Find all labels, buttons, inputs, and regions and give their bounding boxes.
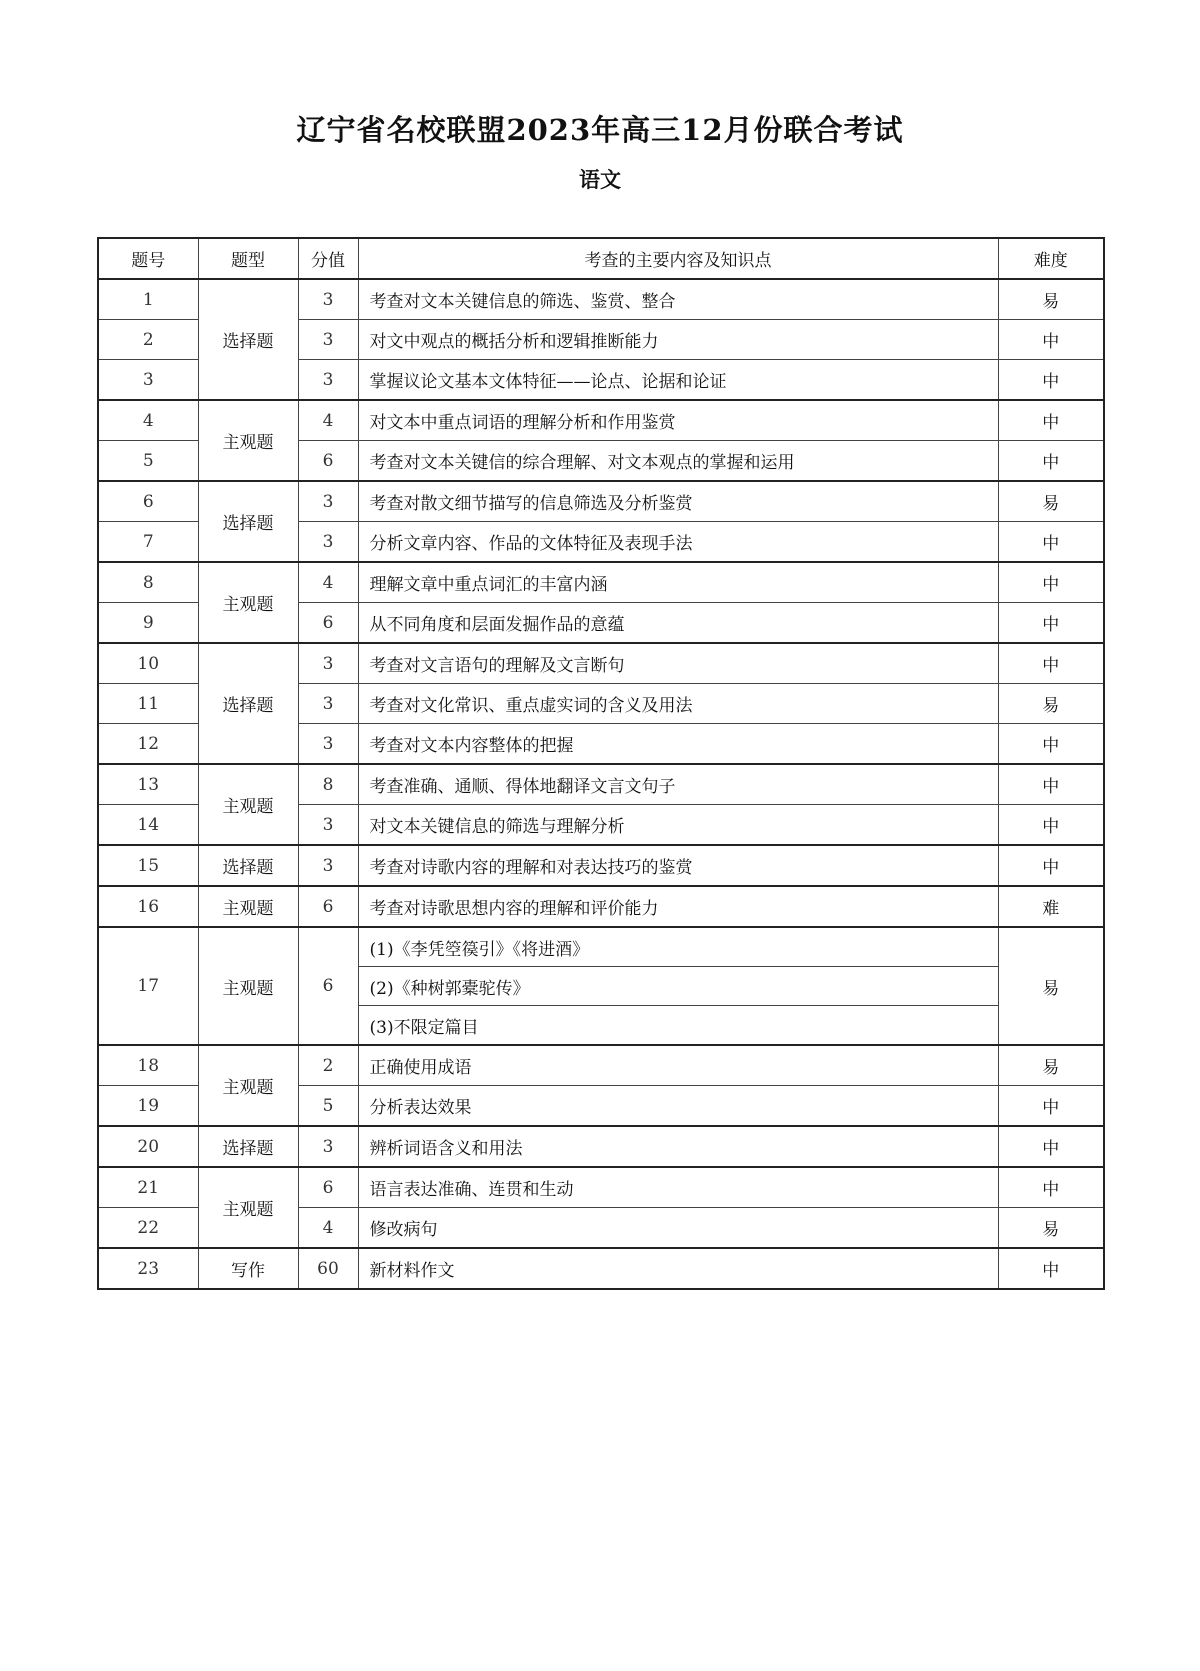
question-content: 掌握议论文基本文体特征——论点、论据和论证 — [358, 360, 998, 401]
question-type: 主观题 — [198, 886, 298, 927]
question-score: 6 — [298, 441, 358, 482]
question-difficulty: 中 — [998, 1248, 1104, 1289]
column-header-difficulty: 难度 — [998, 238, 1104, 279]
question-number: 19 — [98, 1086, 198, 1127]
question-number: 6 — [98, 481, 198, 522]
question-difficulty: 中 — [998, 764, 1104, 805]
question-content-part: (3)不限定篇目 — [358, 1006, 998, 1046]
question-type: 写作 — [198, 1248, 298, 1289]
question-number: 23 — [98, 1248, 198, 1289]
question-content: 新材料作文 — [358, 1248, 998, 1289]
table-row — [98, 1045, 1104, 1086]
question-content: 考查对文本关键信息的筛选、鉴赏、整合 — [358, 279, 998, 320]
question-score: 3 — [298, 845, 358, 886]
question-score: 4 — [298, 1208, 358, 1249]
table-row — [98, 927, 1104, 967]
table-row — [98, 279, 1104, 320]
table-row — [98, 1248, 1104, 1289]
question-score: 5 — [298, 1086, 358, 1127]
question-content: 考查对文本关键信的综合理解、对文本观点的掌握和运用 — [358, 441, 998, 482]
question-number: 5 — [98, 441, 198, 482]
question-type: 选择题 — [198, 845, 298, 886]
question-score: 8 — [298, 764, 358, 805]
question-number: 15 — [98, 845, 198, 886]
question-score: 6 — [298, 927, 358, 1045]
question-type: 主观题 — [198, 400, 298, 481]
question-content: 修改病句 — [358, 1208, 998, 1249]
question-number: 13 — [98, 764, 198, 805]
question-score: 3 — [298, 279, 358, 320]
question-type: 主观题 — [198, 927, 298, 1045]
question-difficulty: 中 — [998, 562, 1104, 603]
question-difficulty: 中 — [998, 400, 1104, 441]
table-row — [98, 643, 1104, 684]
question-content: 考查对散文细节描写的信息筛选及分析鉴赏 — [358, 481, 998, 522]
question-number: 1 — [98, 279, 198, 320]
table-row — [98, 400, 1104, 441]
question-difficulty: 中 — [998, 1126, 1104, 1167]
column-header-content: 考查的主要内容及知识点 — [358, 238, 998, 279]
question-score: 3 — [298, 481, 358, 522]
table-row — [98, 481, 1104, 522]
question-content: 语言表达准确、连贯和生动 — [358, 1167, 998, 1208]
question-score: 6 — [298, 603, 358, 644]
question-content: 理解文章中重点词汇的丰富内涵 — [358, 562, 998, 603]
question-content: 考查准确、通顺、得体地翻译文言文句子 — [358, 764, 998, 805]
question-content: 辨析词语含义和用法 — [358, 1126, 998, 1167]
question-content: 正确使用成语 — [358, 1045, 998, 1086]
question-number: 2 — [98, 320, 198, 360]
question-score: 3 — [298, 522, 358, 563]
table-row — [98, 764, 1104, 805]
question-difficulty: 中 — [998, 643, 1104, 684]
question-type: 选择题 — [198, 279, 298, 400]
page-subtitle: 语文 — [579, 168, 621, 192]
question-difficulty: 中 — [998, 603, 1104, 644]
question-content: 从不同角度和层面发掘作品的意蕴 — [358, 603, 998, 644]
question-score: 6 — [298, 886, 358, 927]
table-row — [98, 1167, 1104, 1208]
question-number: 18 — [98, 1045, 198, 1086]
question-content: 分析表达效果 — [358, 1086, 998, 1127]
question-content: 考查对诗歌内容的理解和对表达技巧的鉴赏 — [358, 845, 998, 886]
question-content-part: (2)《种树郭橐驼传》 — [358, 967, 998, 1006]
column-header-type: 题型 — [198, 238, 298, 279]
column-header-no: 题号 — [98, 238, 198, 279]
question-score: 6 — [298, 1167, 358, 1208]
question-difficulty: 易 — [998, 684, 1104, 724]
question-difficulty: 难 — [998, 886, 1104, 927]
question-difficulty: 中 — [998, 805, 1104, 846]
question-difficulty: 易 — [998, 1208, 1104, 1249]
table-row — [98, 886, 1104, 927]
question-score: 60 — [298, 1248, 358, 1289]
question-type: 选择题 — [198, 481, 298, 562]
question-difficulty: 中 — [998, 1167, 1104, 1208]
question-type: 主观题 — [198, 1045, 298, 1126]
question-type: 主观题 — [198, 562, 298, 643]
question-score: 3 — [298, 684, 358, 724]
question-number: 14 — [98, 805, 198, 846]
question-score: 3 — [298, 643, 358, 684]
question-content: 考查对文化常识、重点虚实词的含义及用法 — [358, 684, 998, 724]
question-score: 3 — [298, 1126, 358, 1167]
question-difficulty: 中 — [998, 522, 1104, 563]
question-content: 考查对文言语句的理解及文言断句 — [358, 643, 998, 684]
page-title: 辽宁省名校联盟2023年高三12月份联合考试 — [296, 113, 904, 147]
question-score: 3 — [298, 320, 358, 360]
column-header-score: 分值 — [298, 238, 358, 279]
question-difficulty: 中 — [998, 845, 1104, 886]
question-difficulty: 易 — [998, 481, 1104, 522]
table-row — [98, 845, 1104, 886]
question-content: 考查对文本内容整体的把握 — [358, 724, 998, 765]
question-score: 3 — [298, 805, 358, 846]
table-header-row — [98, 238, 1104, 279]
question-type: 选择题 — [198, 1126, 298, 1167]
question-difficulty: 中 — [998, 320, 1104, 360]
question-difficulty: 中 — [998, 1086, 1104, 1127]
question-score: 4 — [298, 562, 358, 603]
question-difficulty: 中 — [998, 724, 1104, 765]
question-type: 主观题 — [198, 1167, 298, 1248]
question-number: 22 — [98, 1208, 198, 1249]
question-difficulty: 易 — [998, 279, 1104, 320]
question-number: 16 — [98, 886, 198, 927]
question-content-part: (1)《李凭箜篌引》《将进酒》 — [358, 927, 998, 967]
question-difficulty: 中 — [998, 360, 1104, 401]
question-number: 11 — [98, 684, 198, 724]
question-number: 4 — [98, 400, 198, 441]
table-row — [98, 1126, 1104, 1167]
question-score: 3 — [298, 360, 358, 401]
question-score: 3 — [298, 724, 358, 765]
question-difficulty: 易 — [998, 1045, 1104, 1086]
question-number: 20 — [98, 1126, 198, 1167]
question-content: 对文本中重点词语的理解分析和作用鉴赏 — [358, 400, 998, 441]
question-number: 21 — [98, 1167, 198, 1208]
question-number: 12 — [98, 724, 198, 765]
exam-spec-table — [97, 237, 1105, 1290]
question-number: 9 — [98, 603, 198, 644]
question-number: 17 — [98, 927, 198, 1045]
table-row — [98, 562, 1104, 603]
question-content: 分析文章内容、作品的文体特征及表现手法 — [358, 522, 998, 563]
question-content: 对文中观点的概括分析和逻辑推断能力 — [358, 320, 998, 360]
question-type: 选择题 — [198, 643, 298, 764]
question-number: 7 — [98, 522, 198, 563]
question-content: 考查对诗歌思想内容的理解和评价能力 — [358, 886, 998, 927]
question-difficulty: 易 — [998, 927, 1104, 1045]
question-number: 10 — [98, 643, 198, 684]
question-difficulty: 中 — [998, 441, 1104, 482]
question-score: 2 — [298, 1045, 358, 1086]
question-score: 4 — [298, 400, 358, 441]
question-number: 8 — [98, 562, 198, 603]
question-type: 主观题 — [198, 764, 298, 845]
question-content: 对文本关键信息的筛选与理解分析 — [358, 805, 998, 846]
question-number: 3 — [98, 360, 198, 401]
